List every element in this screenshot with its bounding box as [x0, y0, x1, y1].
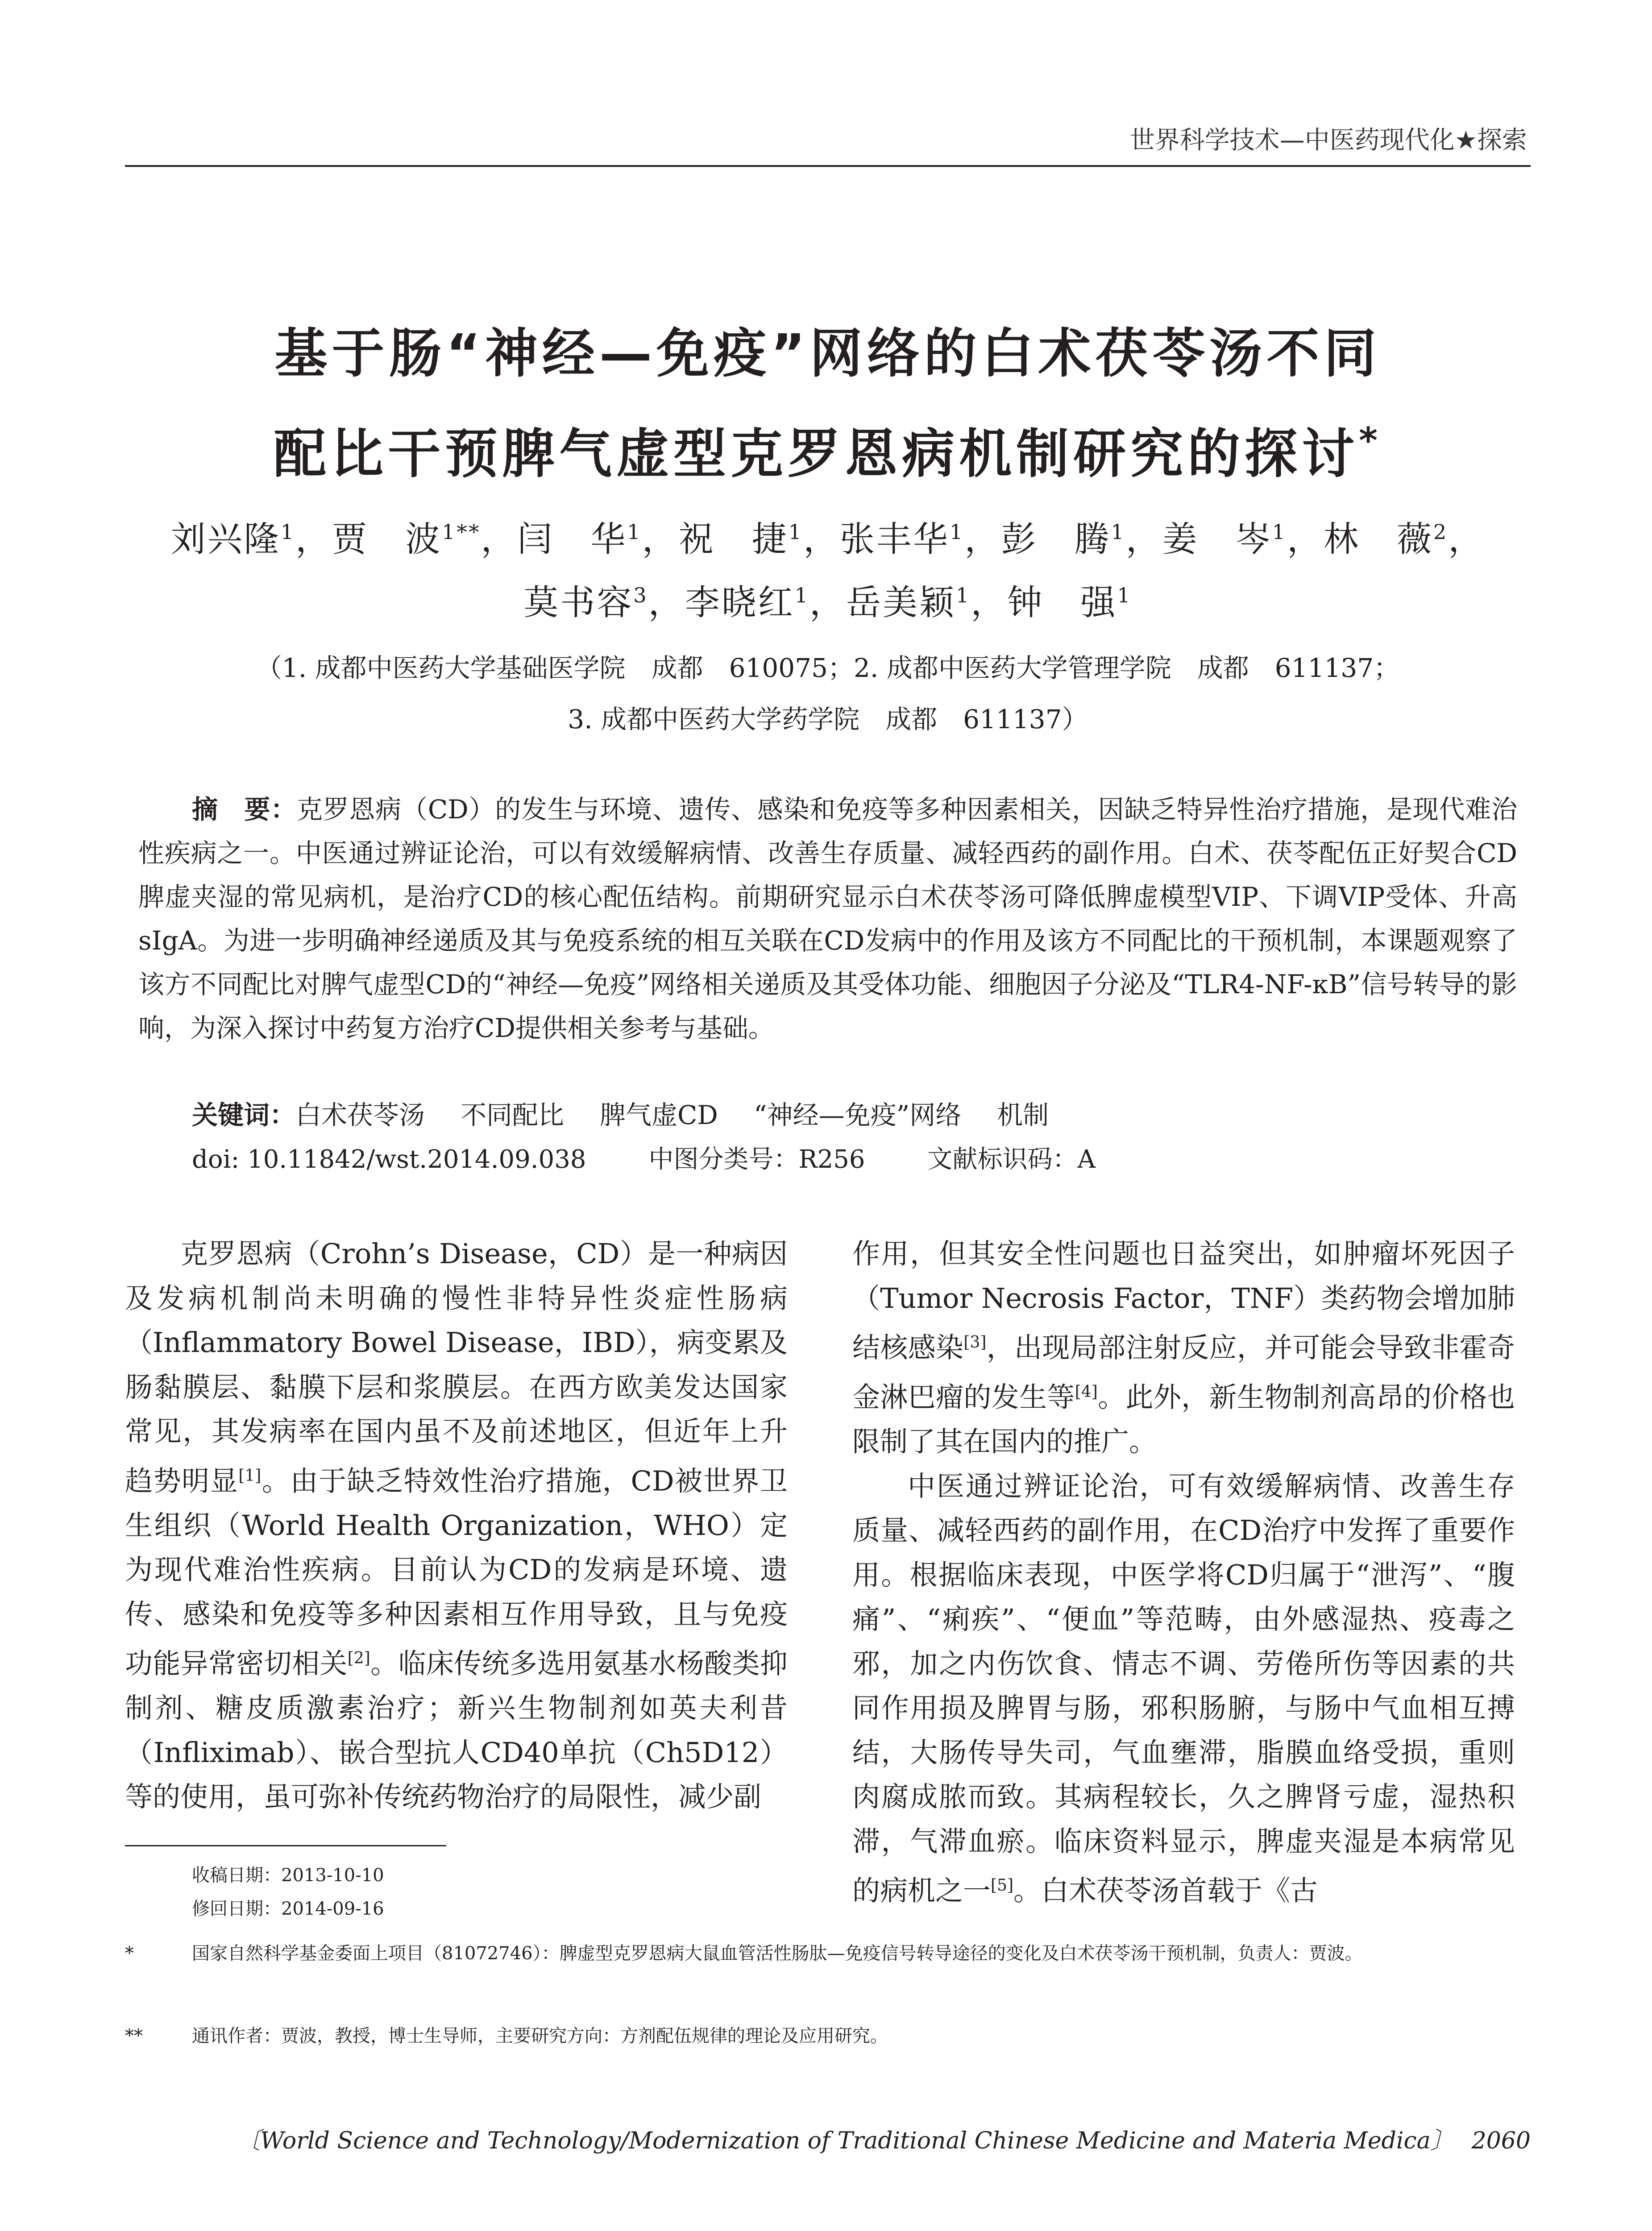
body-column-right: [852, 1232, 1515, 1913]
abstract-label: 摘 要：: [192, 794, 297, 825]
body-text: 。白术茯苓汤首载于《古: [1013, 1874, 1318, 1907]
revised-date: 修回日期：2014-09-16: [192, 1899, 384, 1919]
body-text: 中医通过辨证论治，可有效缓解病情、改善生存质量、减轻西药的副作用，在CD治疗中发挥了重要作用。根据临床表现，中医学将CD归属于“泄泻”、“腹痛”、“痢疾”、“便血”等范畴，由外感湿热、疫毒之邪，加之内伤饮食、情志不调、劳倦所伤等因素的共同作用损及脾胃与肠，邪积肠腑，与肠中气血相互搏结，大肠传导失司，气血壅滞，脂膜血络受损，重则肉腐成脓而致。其病程较长，久之脾肾亏虚，湿热积滞，气滞血瘀。临床资料显示，脾虚夹湿是本病常见的病机之一: [852, 1469, 1515, 1907]
footnote-mark: *: [125, 1943, 134, 1964]
author-name: 贾 波: [332, 519, 442, 560]
keyword: “神经—免疫”网络: [753, 1100, 962, 1130]
citation: [2]: [347, 1649, 370, 1668]
author-name: 岳美颖: [846, 583, 956, 623]
author-name: 林 薇: [1323, 519, 1433, 560]
author-list: [107, 504, 1548, 631]
affiliations: [125, 643, 1531, 745]
footnote-rule: [125, 1845, 446, 1846]
affiliation-line-2: 3. 成都中医药大学药学院 成都 611137）: [568, 704, 1088, 734]
header-rule: [125, 165, 1531, 167]
title-line-2-text: 配比干预脾气虚型克罗恩病机制研究的探讨: [274, 423, 1359, 485]
citation: [1]: [238, 1466, 261, 1485]
citation: [3]: [963, 1333, 987, 1352]
author-line-1: 刘兴隆$^1$，贾 波$^{1**}$，闫 华$^1$，祝 捷$^1$，张丰华$^1$，彭 腾$^1$，姜 岑$^1$，林 薇$^2$，: [170, 519, 1485, 560]
abstract: [138, 788, 1517, 1050]
citation: [5]: [991, 1876, 1014, 1895]
author-affiliation-mark: 1: [1111, 520, 1126, 544]
keyword: 脾气虚CD: [600, 1100, 718, 1130]
author-name: 莫书容: [523, 583, 634, 623]
title-footnote-mark: *: [1359, 420, 1382, 461]
body-column-left: [125, 1232, 788, 1819]
body-text: 克罗恩病（Crohn’s Disease，CD）是一种病因及发病机制尚未明确的慢性非特异性炎症性肠病（Inflammatory Bowel Disease，IBD），病变累及肠黏膜层、黏膜下层和浆膜层。在西方欧美发达国家常见，其发病率在国内虽不及前述地区，但近年上升趋势明显: [125, 1237, 788, 1497]
citation: [4]: [1075, 1383, 1098, 1402]
doi-line: [192, 1138, 1096, 1182]
keywords: [192, 1093, 1049, 1137]
running-header: 世界科学技术—中医药现代化★探索: [1129, 126, 1527, 155]
keyword: 不同配比: [461, 1100, 565, 1130]
article-title: [125, 303, 1531, 504]
author-name: 闫 华: [517, 519, 627, 560]
title-line-2: [125, 404, 1531, 504]
author-affiliation-mark: 1: [1272, 520, 1287, 544]
footnote-mark: **: [125, 2026, 143, 2046]
author-affiliation-mark: 1: [956, 583, 971, 607]
author-name: 钟 强: [1007, 583, 1117, 623]
author-affiliation-mark: 1: [788, 520, 803, 544]
author-line-2: 莫书容$^3$，李晓红$^1$，岳美颖$^1$，钟 强$^1$: [523, 583, 1132, 623]
clc-number: 中图分类号：R256: [648, 1145, 865, 1174]
author-name: 李晓红: [685, 583, 795, 623]
corresponding-author-footnote: [125, 2021, 1531, 2051]
body-text: 。此外，新生物制剂高昂的价格也限制了其在国内的推广。: [852, 1381, 1515, 1458]
received-date: 收稿日期：2013-10-10: [192, 1865, 384, 1886]
keywords-label: 关键词：: [192, 1100, 296, 1130]
title-line-1: 基于肠“神经—免疫”网络的白术茯苓汤不同: [274, 323, 1381, 384]
journal-name-en: 〔World Science and Technology/Modernization of Traditional Chinese Medicine and Materia Medica〕: [237, 2127, 1454, 2154]
author-affiliation-mark: 1**: [442, 520, 481, 544]
corresponding-author-text: 通讯作者：贾波，教授，博士生导师，主要研究方向：方剂配伍规律的理论及应用研究。: [192, 2026, 888, 2046]
author-affiliation-mark: 1: [950, 520, 965, 544]
doi: doi: 10.11842/wst.2014.09.038: [192, 1145, 586, 1174]
body-text: 。由于缺乏特效性治疗措施，CD被世界卫生组织（World Health Organization，WHO）定为现代难治性疾病。目前认为CD的发病是环境、遗传、感染和免疫等多种因素相互作用导致，且与免疫功能异常密切相关: [125, 1464, 788, 1680]
author-affiliation-mark: 1: [1117, 583, 1132, 607]
body-paragraph: [852, 1464, 1515, 1913]
author-affiliation-mark: 2: [1433, 520, 1449, 544]
body-text: 作用，但其安全性问题也日益突出，如肿瘤坏死因子（Tumor Necrosis Factor，TNF）类药物会增加肺结核感染: [852, 1237, 1515, 1364]
body-text: 。临床传统多选用氨基水杨酸类抑制剂、糖皮质激素治疗；新兴生物制剂如英夫利昔（Infliximab）、嵌合型抗人CD40单抗（Ch5D12）等的使用，虽可弥补传统药物治疗的局限性，减少副: [125, 1647, 788, 1813]
document-code: 文献标识码：A: [927, 1145, 1096, 1174]
author-affiliation-mark: 3: [633, 583, 648, 607]
funding-text: 国家自然科学基金委面上项目（81072746）：脾虚型克罗恩病大鼠血管活性肠肽—免疫信号转导途径的变化及白术茯苓汤干预机制，负责人：贾波。: [192, 1943, 1363, 1964]
author-affiliation-mark: 1: [794, 583, 809, 607]
author-name: 刘兴隆: [170, 519, 281, 560]
author-affiliation-mark: 1: [627, 520, 642, 544]
affiliation-line-1: （1. 成都中医药大学基础医学院 成都 610075；2. 成都中医药大学管理学院 成都 611137；: [256, 653, 1400, 683]
keyword: 机制: [997, 1100, 1049, 1130]
body-text: ，出现局部注射反应，并可能会导致非霍奇金淋巴瘤的发生等: [852, 1331, 1515, 1414]
keyword: 白术茯苓汤: [295, 1100, 425, 1130]
author-affiliation-mark: 1: [280, 520, 296, 544]
body-paragraph: [852, 1232, 1515, 1464]
author-name: 祝 捷: [678, 519, 789, 560]
funding-footnote: [125, 1939, 1531, 1968]
author-name: 彭 腾: [1001, 519, 1111, 560]
body-paragraph: [125, 1232, 788, 1819]
abstract-text: 克罗恩病（CD）的发生与环境、遗传、感染和免疫等多种因素相关，因缺乏特异性治疗措施，是现代难治性疾病之一。中医通过辨证论治，可以有效缓解病情、改善生存质量、减轻西药的副作用。白术、茯苓配伍正好契合CD脾虚夹湿的常见病机，是治疗CD的核心配伍结构。前期研究显示白术茯苓汤可降低脾虚模型VIP、下调VIP受体、升高sIgA。为进一步明确神经递质及其与免疫系统的相互关联在CD发病中的作用及该方不同配比的干预机制，本课题观察了该方不同配比对脾气虚型CD的“神经—免疫”网络相关递质及其受体功能、细胞因子分泌及“TLR4-NF-κB”信号转导的影响，为深入探讨中药复方治疗CD提供相关参考与基础。: [138, 794, 1517, 1043]
page-number: 2060: [1471, 2127, 1531, 2154]
page-footer: [125, 2122, 1531, 2155]
author-name: 张丰华: [840, 519, 950, 560]
author-name: 姜 岑: [1162, 519, 1272, 560]
